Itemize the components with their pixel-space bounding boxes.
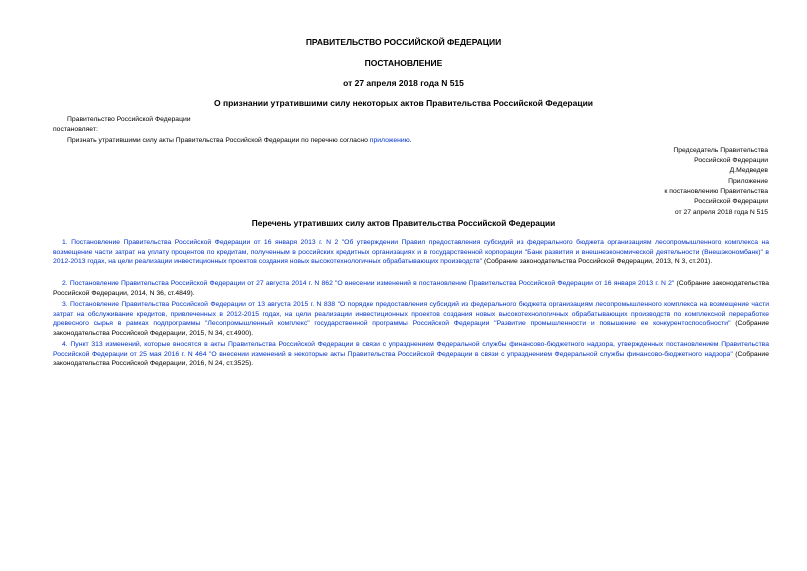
signature-position-1: Председатель Правительства: [673, 147, 768, 154]
list-item-source: (Собрание законодательства Российской Федерации, 2013, N 3, ст.201).: [482, 258, 713, 266]
list-item-source: (Собрание законодательства Российской Федерации, 2016, N 24, ст.3525).: [53, 350, 769, 368]
appendix-ref-line-2: Российской Федерации: [694, 198, 768, 205]
body-line-government: Правительство Российской Федерации: [67, 116, 191, 123]
list-item-source: (Собрание законодательства Российской Федерации, 2015, N 34, ст.4900).: [53, 320, 769, 337]
list-title: Перечень утративших силу актов Правительства Российской Федерации: [251, 218, 556, 228]
list-item-link[interactable]: 4. Пункт 313 изменений, которые вносятся в акты Правительства Российской Федерации в связи с упразднением Федеральной службы финансово-бюджетного надзора, утвержденных постановлением Правительства Российской Федерации от 25 мая 2016 г. N 464 "О внесении изменений в некоторые акты Правительства Российской Федерации в связи с упразднением Федеральной службы финансово-бюджетного надзора": [53, 341, 769, 358]
list-item: [53, 300, 769, 338]
resolution-end: .: [409, 137, 412, 144]
resolution-text: Признать утратившими силу акты Правительства Российской Федерации по перечню согласно: [67, 137, 370, 144]
document-title: О признании утратившими силу некоторых актов Правительства Российской Федерации: [213, 98, 594, 108]
body-line-resolves: постановляет:: [53, 126, 98, 133]
list-item: [53, 340, 769, 369]
list-item-source: (Собрание законодательства Российской Федерации, 2014, N 36, ст.4849).: [53, 280, 769, 297]
signature-position-2: Российской Федерации: [694, 157, 768, 164]
list-item-link[interactable]: 1. Постановление Правительства Российской Федерации от 16 января 2013 г. N 2 "Об утверждении Правил предоставления субсидий из федерального бюджета организациям лесопромышленного комплекса на возмещение части затрат на уплату процентов по кредитам, полученным в российских кредитных организациях и в государственной корпорации "Банк развития и внешнеэкономической деятельности (Внешэкономбанк)" в 2012-2013 годах, на цели реализации инвестиционных проектов создания новых высокотехнологичных обрабатывающих производств": [53, 239, 769, 266]
doc-type-heading: ПОСТАНОВЛЕНИЕ: [364, 58, 443, 68]
list-item: [53, 279, 769, 298]
appendix-ref-line-3: от 27 апреля 2018 года N 515: [674, 209, 768, 216]
appendix-label: Приложение: [728, 178, 768, 185]
government-heading: ПРАВИТЕЛЬСТВО РОССИЙСКОЙ ФЕДЕРАЦИИ: [305, 37, 502, 47]
list-item-link[interactable]: 2. Постановление Правительства Российской Федерации от 27 августа 2014 г. N 862 "О внесении изменений в постановление Правительства Российской Федерации от 16 января 2013 г. N 2": [62, 280, 675, 287]
signature-name: Д.Медведев: [729, 167, 768, 174]
list-item: [53, 238, 769, 267]
body-line-resolution: [67, 136, 412, 145]
list-item-link[interactable]: 3. Постановление Правительства Российской Федерации от 13 августа 2015 г. N 838 "О порядке предоставления субсидий из федерального бюджета организациям лесопромышленного комплекса на возмещение части затрат на обслуживание кредитов, привлеченных в 2012-2015 годах, на цели реализации инвестиционных проектов создания новых высокотехнологичных обрабатывающих производств по комплексной переработке древесного сырья в рамках подпрограммы "Лесопромышленный комплекс" государственной программы Российской Федерации "Развитие промышленности и повышение ее конкурентоспособности": [53, 301, 769, 328]
appendix-ref-line-1: к постановлению Правительства: [664, 188, 768, 195]
date-number-heading: от 27 апреля 2018 года N 515: [343, 78, 464, 88]
appendix-link[interactable]: приложению: [369, 137, 410, 144]
